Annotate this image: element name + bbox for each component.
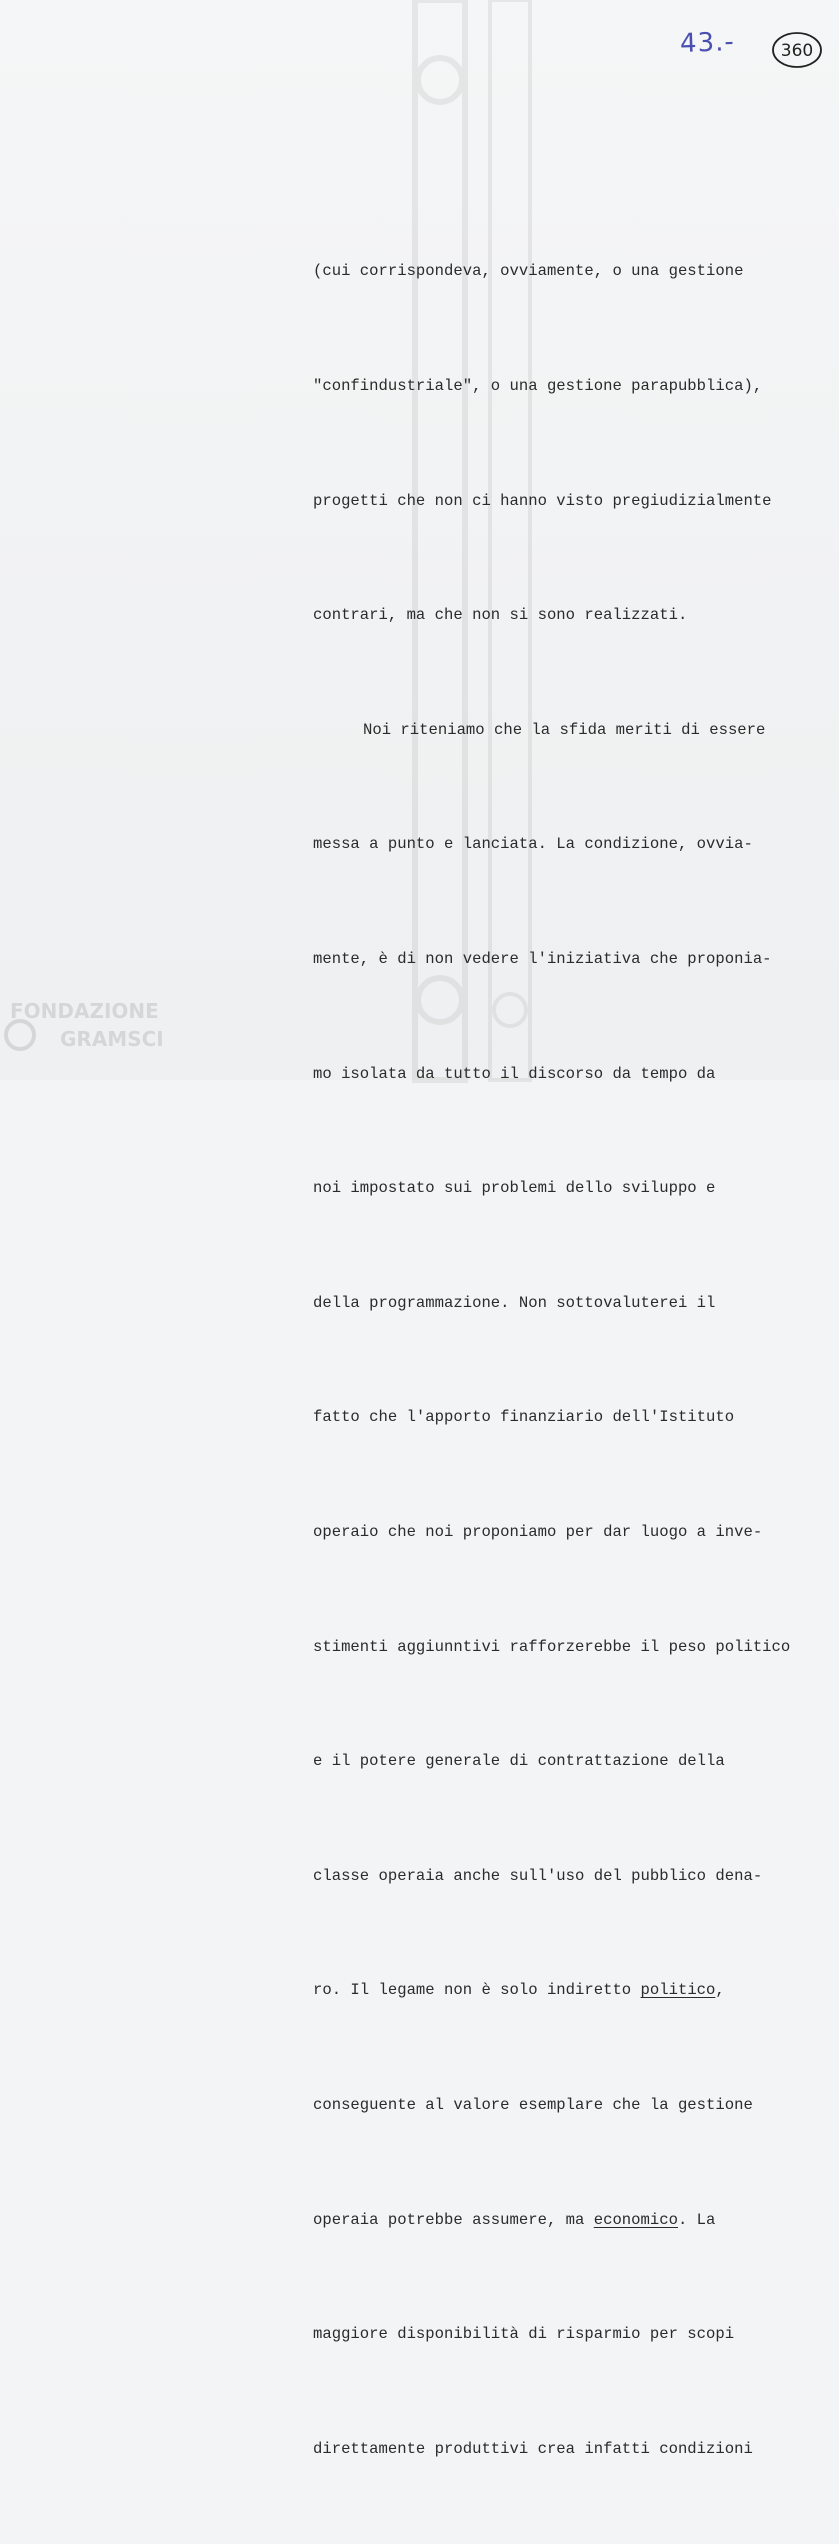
- text-line: [313, 1971, 813, 2009]
- text-line: della programmazione. Non sottovaluterei il: [313, 1293, 716, 1312]
- svg-text:GRAMSCI: GRAMSCI: [60, 1027, 164, 1051]
- text-line: noi impostato sui problemi dello sviluppo e: [313, 1179, 716, 1198]
- handwritten-page-number: 43.-: [679, 27, 736, 59]
- text-line: stimenti aggiunntivi rafforzerebbe il peso politico: [313, 1637, 791, 1656]
- text-fragment: operaia potrebbe assumere, ma: [313, 2210, 594, 2229]
- svg-text:360: 360: [780, 41, 814, 61]
- circled-page-number: [770, 30, 824, 70]
- text-fragment: . La: [677, 2210, 716, 2229]
- svg-text:FONDAZIONE: FONDAZIONE: [10, 999, 159, 1023]
- text-line: messa a punto e lanciata. La condizione, ovvia-: [313, 835, 753, 854]
- typed-text-body: [313, 176, 813, 2544]
- underlined-word-economico: economico: [593, 2210, 678, 2229]
- text-fragment: ro. Il legame non è solo indiretto: [313, 1981, 641, 2000]
- archive-stamp: [0, 990, 220, 1060]
- text-line: direttamente produttivi crea infatti condizioni: [313, 2439, 753, 2458]
- text-line: classe operaia anche sull'uso del pubblico dena-: [313, 1866, 763, 1885]
- text-line: mo isolata da tutto il discorso da tempo da: [313, 1064, 716, 1083]
- text-line: progetti che non ci hanno visto pregiudizialmente: [313, 491, 772, 510]
- text-line: contrari, ma che non si sono realizzati.: [313, 606, 688, 625]
- underlined-word-politico: politico: [640, 1981, 716, 2000]
- text-line: [313, 2201, 813, 2239]
- text-fragment: ,: [715, 1981, 725, 2000]
- text-line: (cui corrispondeva, ovviamente, o una gestione: [313, 262, 744, 281]
- text-line: mente, è di non vedere l'iniziativa che proponia-: [313, 949, 772, 968]
- text-line-paragraph-start: Noi riteniamo che la sfida meriti di essere: [363, 720, 766, 739]
- text-line: e il potere generale di contrattazione della: [313, 1752, 725, 1771]
- text-line: conseguente al valore esemplare che la gestione: [313, 2095, 753, 2114]
- text-line: operaio che noi proponiamo per dar luogo a inve-: [313, 1522, 763, 1541]
- text-line: "confindustriale", o una gestione parapubblica),: [313, 377, 763, 395]
- text-line: maggiore disponibilità di risparmio per scopi: [313, 2325, 735, 2344]
- text-line: fatto che l'apporto finanziario dell'Istituto: [313, 1408, 735, 1427]
